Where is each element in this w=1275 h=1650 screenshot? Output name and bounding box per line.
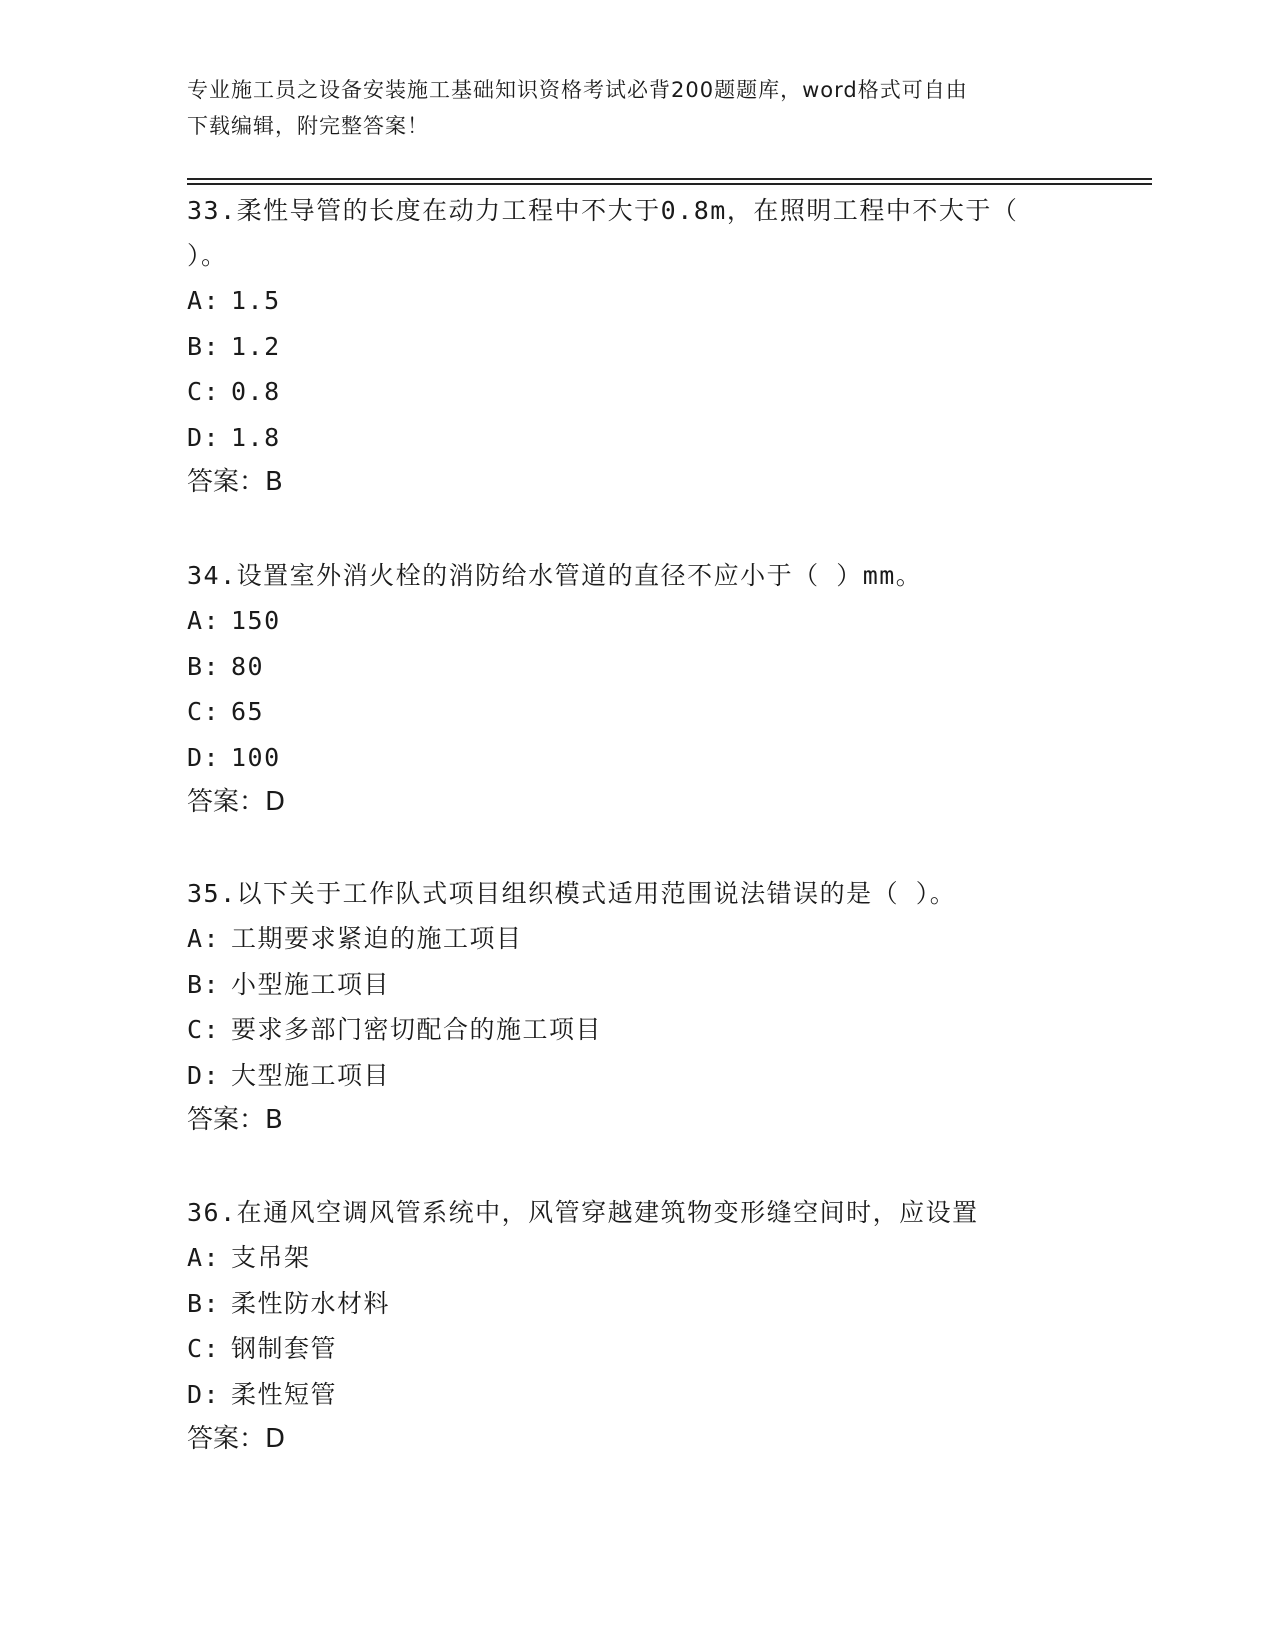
option-letter: B: (187, 331, 221, 361)
question-text-continued: ）。 (187, 241, 228, 270)
option-letter: B: (187, 969, 221, 999)
option-text: 65 (231, 697, 265, 726)
answer-line: 答案：B (187, 467, 283, 497)
option-text: 小型施工项目 (231, 969, 391, 999)
option-b (187, 324, 1087, 370)
document-header (187, 72, 1087, 144)
answer-line: 答案：B (187, 1105, 283, 1135)
option-d (187, 735, 1087, 781)
answer-line: 答案：D (187, 1424, 286, 1454)
option-text: 钢制套管 (231, 1334, 338, 1363)
question-text: 33.柔性导管的长度在动力工程中不大于0.8m，在照明工程中不大于（ (187, 196, 1019, 225)
option-letter: D: (187, 1379, 221, 1409)
option-text: 要求多部门密切配合的施工项目 (231, 1015, 603, 1044)
option-text: 80 (231, 651, 265, 681)
option-a (187, 278, 1087, 324)
option-c (187, 1326, 1087, 1372)
answer-line: 答案：D (187, 787, 286, 817)
question-text: 34.设置室外消火栓的消防给水管道的直径不应小于（ ）mm。 (187, 561, 923, 590)
option-letter: C: (187, 1334, 221, 1363)
option-letter: C: (187, 697, 221, 726)
option-letter: C: (187, 1015, 221, 1044)
option-letter: D: (187, 742, 221, 772)
option-letter: C: (187, 377, 221, 406)
option-d (187, 415, 1087, 461)
question-36 (187, 1190, 1087, 1462)
option-d (187, 1372, 1087, 1418)
option-letter: D: (187, 1060, 221, 1090)
option-letter: A: (187, 286, 221, 315)
option-letter: A: (187, 606, 221, 635)
option-b (187, 962, 1087, 1008)
header-divider-top (187, 178, 1152, 180)
option-letter: A: (187, 1243, 221, 1272)
option-text: 1.5 (231, 286, 281, 315)
option-b (187, 644, 1087, 690)
option-text: 1.2 (231, 331, 281, 361)
option-a (187, 1235, 1087, 1281)
option-letter: B: (187, 1288, 221, 1318)
option-c (187, 689, 1087, 735)
option-text: 支吊架 (231, 1243, 311, 1272)
option-text: 柔性防水材料 (231, 1288, 391, 1318)
option-text: 0.8 (231, 377, 281, 406)
option-text: 1.8 (231, 422, 281, 452)
option-c (187, 369, 1087, 415)
header-line-2: 下载编辑，附完整答案！ (187, 114, 429, 138)
option-d (187, 1053, 1087, 1099)
option-text: 工期要求紧迫的施工项目 (231, 924, 523, 953)
header-divider-bottom (187, 183, 1152, 185)
option-letter: A: (187, 924, 221, 953)
option-text: 大型施工项目 (231, 1060, 391, 1090)
question-35 (187, 871, 1087, 1143)
option-text: 柔性短管 (231, 1379, 338, 1409)
question-34 (187, 553, 1087, 825)
option-letter: B: (187, 651, 221, 681)
option-text: 150 (231, 606, 281, 635)
question-text: 35.以下关于工作队式项目组织模式适用范围说法错误的是（ ）。 (187, 879, 957, 908)
option-text: 100 (231, 742, 281, 772)
question-33 (187, 188, 1087, 505)
option-a (187, 916, 1087, 962)
option-c (187, 1007, 1087, 1053)
option-b (187, 1281, 1087, 1327)
option-letter: D: (187, 422, 221, 452)
question-text: 36.在通风空调风管系统中，风管穿越建筑物变形缝空间时，应设置 (187, 1198, 979, 1227)
option-a (187, 598, 1087, 644)
header-line-1: 专业施工员之设备安装施工基础知识资格考试必背200题题库，word格式可自由 (187, 78, 968, 102)
